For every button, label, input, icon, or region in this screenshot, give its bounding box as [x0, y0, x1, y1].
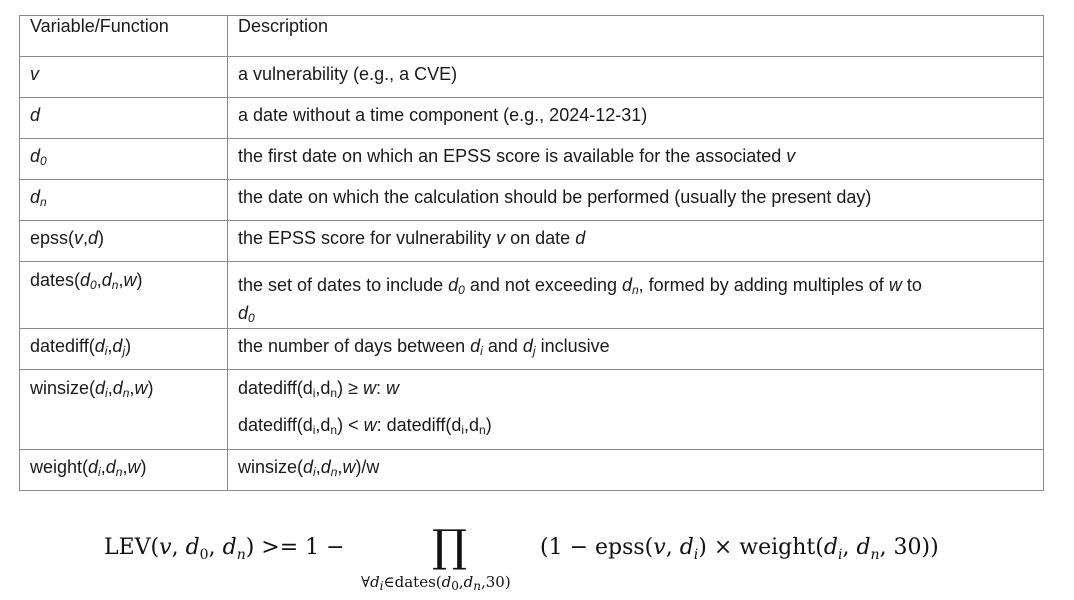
var-name: $weight(d_i,d_n,w)$	[20, 450, 228, 491]
lev-formula	[0, 521, 1074, 600]
table-row	[20, 139, 1044, 180]
table-row	[20, 98, 1044, 139]
variables-table	[19, 15, 1044, 491]
table-row	[20, 329, 1044, 370]
header-variable: Variable/Function	[20, 16, 228, 57]
var-name: $dates(d_0,d_n,w)$	[20, 262, 228, 329]
table-header-row	[20, 16, 1044, 57]
var-desc: a vulnerability (e.g., a CVE)	[228, 57, 1044, 98]
table-row	[20, 221, 1044, 262]
table-row	[20, 180, 1044, 221]
var-name: $datediff(d_i,d_j)$	[20, 329, 228, 370]
var-name: v	[20, 57, 228, 98]
var-desc: the EPSS score for vulnerability v on date d	[228, 221, 1044, 262]
var-name: $d_0$	[20, 139, 228, 180]
table-row	[20, 450, 1044, 491]
product-operator: ∏	[432, 521, 468, 572]
formula-left: LEV(v, $d_0$, $d_n) >= 1$ −	[104, 535, 345, 563]
var-desc: $winsize(d_i,d_n,w)/w$	[228, 450, 1044, 491]
var-name: $d_n$	[20, 180, 228, 221]
var-desc: $datediff(d_i,d_n) \ge w$: w $datediff(d_i,d_n) < w$: $datediff(d_i,d_n)$	[228, 370, 1044, 450]
var-desc: the number of days between $d_i$ and $d_j$ inclusive	[228, 329, 1044, 370]
var-desc: a date without a time component (e.g., 2024-12-31)	[228, 98, 1044, 139]
var-name: epss(v,d)	[20, 221, 228, 262]
product-subscript: $\forall d_i\in dates(d_0,d_n,30)$	[361, 573, 511, 593]
table-row	[20, 370, 1044, 450]
var-desc: the first date on which an EPSS score is available for the associated v	[228, 139, 1044, 180]
formula-right: (1 − epss(v, $d_i$) × $weight(d_i$, $d_n$, 30))	[540, 535, 939, 563]
header-description: Description	[228, 16, 1044, 57]
var-desc: the set of dates to include $d_0$ and not exceeding $d_n$, formed by adding multiples of w to $d_0$	[228, 262, 1044, 329]
table-row	[20, 262, 1044, 329]
table-row	[20, 57, 1044, 98]
var-desc: the date on which the calculation should be performed (usually the present day)	[228, 180, 1044, 221]
var-name: d	[20, 98, 228, 139]
var-name: $winsize(d_i,d_n,w)$	[20, 370, 228, 450]
